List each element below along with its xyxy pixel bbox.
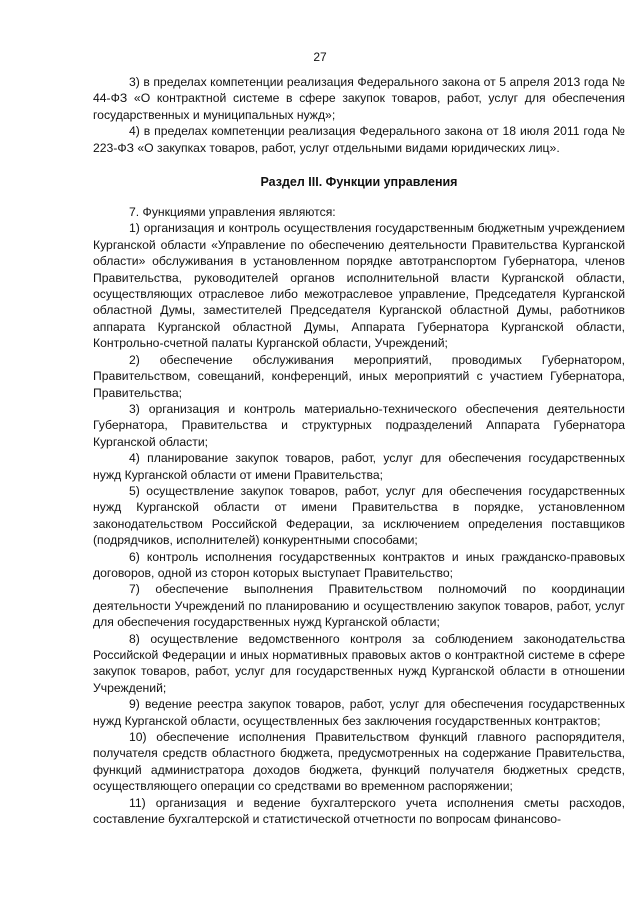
- function-item: 1) организация и контроль осуществления государственным бюджетным учреждением Курганской области «Управление по обеспечению деятельности Правительства Курганской области» обслуживания в установленном порядке автотранспортом Губернатора, членов Правительства, руководителей органов исполнительной власти Курганской области, осуществляющих отраслевое либо межотраслевое управление, Председателя Курганской областной Думы, заместителей Председателя Курганской областной Думы, работников аппарата Курганской областной Думы, Аппарата Губернатора Курганской области, Контрольно-счетной палаты Курганской области, Учреждений;: [93, 221, 625, 351]
- intro-item: 3) в пределах компетенции реализация Федерального закона от 5 апреля 2013 года № 44-ФЗ «О контрактной системе в сфере закупок товаров, работ, услуг для обеспечения государственных и муниципальных нужд»;: [93, 75, 625, 122]
- function-item: 11) организация и ведение бухгалтерского учета исполнения сметы расходов, составление бухгалтерской и статистической отчетности по вопросам финансово-: [93, 795, 625, 827]
- page-content: [93, 74, 625, 827]
- lead-paragraph: 7. Функциями управления являются:: [129, 205, 336, 220]
- function-item: 10) обеспечение исполнения Правительством функций главного распорядителя, получателя средств областного бюджета, предусмотренных на содержание Правительства, функций администратора доходов бюджета, функций получателя бюджетных средств, осуществляющего операции со средствами во временном распоряжении;: [93, 730, 625, 794]
- function-item: 5) осуществление закупок товаров, работ, услуг для обеспечения государственных нужд Курганской области от имени Правительства в порядке, установленном законодательством Российской Федерации, за исключением определения поставщиков (подрядчиков, исполнителей) конкурентными способами;: [93, 483, 625, 548]
- function-item: 8) осуществление ведомственного контроля за соблюдением законодательства Российской Федерации и иных нормативных правовых актов о контрактной системе в сфере закупок товаров, работ, услуг для государственных нужд Курганской области в отношении Учреждений;: [93, 631, 625, 695]
- function-item: 7) обеспечение выполнения Правительством полномочий по координации деятельности Учреждений по планированию и осуществлению закупок товаров, работ, услуг для обеспечения государственных нужд Курганской области;: [93, 582, 625, 630]
- function-item: 6) контроль исполнения государственных контрактов и иных гражданско-правовых договоров, одной из сторон которых выступает Правительство;: [93, 549, 625, 580]
- page-number: 27: [313, 50, 327, 64]
- intro-item: 4) в пределах компетенции реализация Федерального закона от 18 июля 2011 года № 223-ФЗ «О закупках товаров, работ, услуг отдельными видами юридических лиц».: [93, 124, 625, 155]
- function-item: 9) ведение реестра закупок товаров, работ, услуг для обеспечения государственных нужд Курганской области, осуществленных без заключения государственных контрактов;: [93, 697, 625, 728]
- function-item: 3) организация и контроль материально-технического обеспечения деятельности Губернатора, Правительства и структурных подразделений Аппарата Губернатора Курганской области;: [93, 401, 625, 449]
- function-item: 2) обеспечение обслуживания мероприятий, проводимых Губернатором, Правительством, совещаний, конференций, иных мероприятий с участием Губернатора, Правительства;: [93, 352, 625, 400]
- function-item: 4) планирование закупок товаров, работ, услуг для обеспечения государственных нужд Курганской области от имени Правительства;: [93, 451, 625, 482]
- section-heading: Раздел III. Функции управления: [260, 175, 458, 190]
